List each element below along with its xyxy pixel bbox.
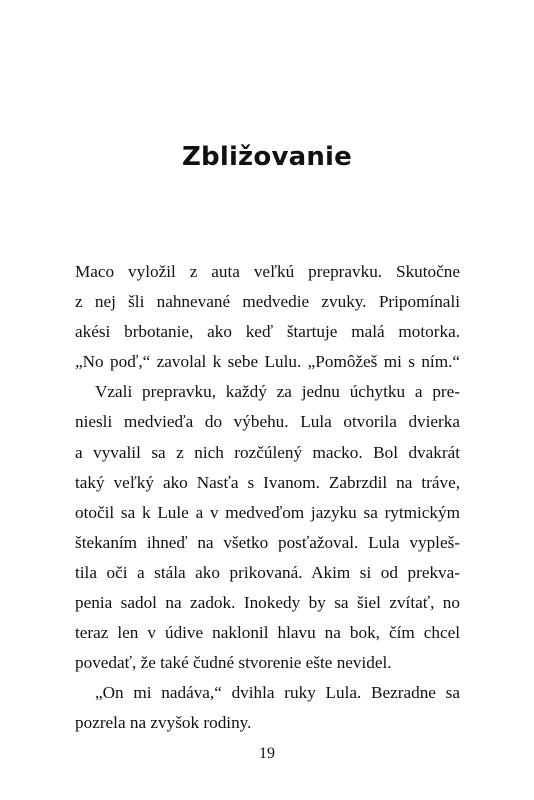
text-line: niesli medvieďa do výbehu. Lula otvorila dvierka	[75, 412, 460, 432]
text-line: teraz len v údive naklonil hlavu na bok, čím chcel	[75, 623, 460, 643]
text-line: štekaním ihneď na všetko posťažoval. Lula vypleš-	[75, 532, 460, 552]
text-line: taký veľký ako Nasťa s Ivanom. Zabrzdil na tráve,	[75, 472, 460, 492]
text-line: „On mi nadáva,“ dvihla ruky Lula. Bezradne sa	[95, 683, 460, 703]
text-line: penia sadol na zadok. Inokedy by sa šiel zvítať, no	[75, 593, 460, 613]
text-line: otočil sa k Lule a v medveďom jazyku sa rytmickým	[75, 502, 460, 522]
text-line: a vyvalil sa z nich rozčúlený macko. Bol dvakrát	[75, 442, 460, 462]
text-line: pozrela na zvyšok rodiny.	[75, 713, 252, 733]
text-line: „No poď,“ zavolal k sebe Lulu. „Pomôžeš mi s ním.“	[75, 352, 460, 372]
text-line: Vzali prepravku, každý za jednu úchytku a pre-	[95, 382, 460, 402]
text-line: z nej šli nahnevané medvedie zvuky. Pripomínali	[75, 292, 460, 312]
page-number: 19	[259, 745, 275, 762]
chapter-title: Zbližovanie	[181, 142, 353, 172]
text-line: povedať, že také čudné stvorenie ešte nevidel.	[75, 653, 392, 673]
body-text	[75, 257, 460, 739]
text-line: Maco vyložil z auta veľkú prepravku. Skutočne	[75, 262, 460, 281]
text-line: akési brbotanie, ako keď štartuje malá motorka.	[75, 322, 460, 342]
text-line: tila oči a stála ako prikovaná. Akim si od prekva-	[75, 562, 460, 582]
